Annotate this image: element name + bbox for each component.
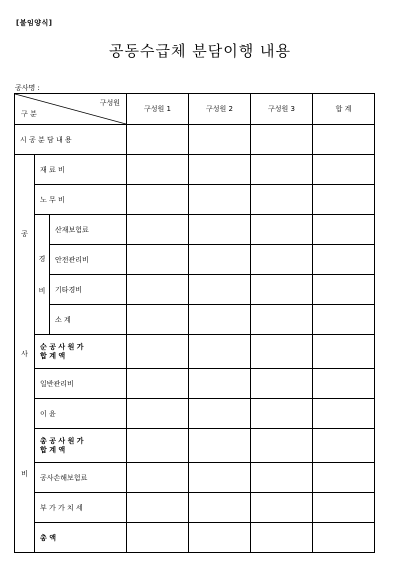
row-label-labor: 노 무 비 [35, 185, 127, 215]
table-cell[interactable] [189, 369, 251, 399]
table-cell[interactable] [251, 185, 313, 215]
table-cell[interactable] [127, 369, 189, 399]
diag-top-label: 구성원 [99, 99, 121, 107]
page-title: 공동수급체 분담이행 내용 [109, 42, 291, 60]
diagonal-header-cell [15, 94, 127, 125]
table-cell[interactable] [127, 275, 189, 305]
form-tag: [붙임양식] [16, 19, 53, 27]
table-cell[interactable] [251, 275, 313, 305]
table-cell[interactable] [189, 399, 251, 429]
table-cell[interactable] [251, 305, 313, 335]
col-header-member-1: 구성원 1 [127, 94, 189, 125]
table-cell[interactable] [127, 429, 189, 463]
net-cost-line-1: 순 공 사 원 가 [40, 342, 84, 351]
table-row [15, 335, 375, 369]
table-cell[interactable] [189, 429, 251, 463]
table-cell[interactable] [313, 125, 375, 155]
table-cell[interactable] [189, 463, 251, 493]
table-cell[interactable] [189, 125, 251, 155]
table-cell[interactable] [313, 215, 375, 245]
table-cell[interactable] [251, 463, 313, 493]
table-cell[interactable] [313, 185, 375, 215]
table-cell[interactable] [189, 335, 251, 369]
table-row [15, 275, 375, 305]
row-label-total-construction-cost [35, 429, 127, 463]
row-label-grand-total: 총 액 [35, 523, 127, 553]
table-row [15, 523, 375, 553]
table-row [15, 399, 375, 429]
table-cell[interactable] [313, 369, 375, 399]
table-cell[interactable] [127, 335, 189, 369]
table-cell[interactable] [127, 399, 189, 429]
table-cell[interactable] [189, 245, 251, 275]
table-cell[interactable] [251, 493, 313, 523]
table-cell[interactable] [313, 245, 375, 275]
table-cell[interactable] [251, 215, 313, 245]
total-cost-line-2: 합 계 액 [40, 445, 66, 454]
table-cell[interactable] [189, 305, 251, 335]
sub-group-label-expense [35, 215, 50, 335]
table-cell[interactable] [313, 305, 375, 335]
table-row [15, 369, 375, 399]
diag-bottom-label: 구 분 [21, 110, 37, 118]
table-cell[interactable] [251, 125, 313, 155]
net-cost-line-2: 합 계 액 [40, 351, 66, 360]
row-label-profit: 이 윤 [35, 399, 127, 429]
table-cell[interactable] [251, 523, 313, 553]
table-cell[interactable] [127, 463, 189, 493]
table-cell[interactable] [189, 275, 251, 305]
table-cell[interactable] [127, 125, 189, 155]
table-row [15, 185, 375, 215]
sub-group-label-char: 비 [38, 286, 46, 295]
col-header-member-2: 구성원 2 [189, 94, 251, 125]
table-cell[interactable] [251, 399, 313, 429]
group-label-char: 공 [21, 229, 28, 238]
table-cell[interactable] [127, 215, 189, 245]
total-cost-line-1: 총 공 사 원 가 [40, 436, 84, 445]
row-label-safety-management: 안전관리비 [50, 245, 127, 275]
sub-group-label-char: 경 [38, 254, 46, 263]
table-cell[interactable] [251, 245, 313, 275]
table-cell[interactable] [251, 429, 313, 463]
table-cell[interactable] [189, 155, 251, 185]
table-cell[interactable] [251, 369, 313, 399]
row-label-other-expense: 기타경비 [50, 275, 127, 305]
table-row [15, 155, 375, 185]
row-label-net-construction-cost [35, 335, 127, 369]
table-cell[interactable] [313, 493, 375, 523]
table-cell[interactable] [127, 185, 189, 215]
group-label-char: 사 [21, 349, 28, 358]
table-cell[interactable] [313, 429, 375, 463]
table-row [15, 305, 375, 335]
table-row [15, 125, 375, 155]
row-label-damage-insurance: 공사손해보험료 [35, 463, 127, 493]
row-label-site-share: 시 공 분 담 내 용 [15, 125, 127, 155]
table-cell[interactable] [313, 275, 375, 305]
table-cell[interactable] [251, 155, 313, 185]
row-label-industrial-insurance: 산재보험료 [50, 215, 127, 245]
row-label-material: 재 료 비 [35, 155, 127, 185]
row-label-vat: 부 가 가 치 세 [35, 493, 127, 523]
col-header-member-3: 구성원 3 [251, 94, 313, 125]
table-cell[interactable] [251, 335, 313, 369]
table-cell[interactable] [127, 305, 189, 335]
table-cell[interactable] [313, 399, 375, 429]
table-row [15, 493, 375, 523]
table-row [15, 463, 375, 493]
table-cell[interactable] [127, 245, 189, 275]
table-cell[interactable] [127, 155, 189, 185]
table-row [15, 215, 375, 245]
share-table [14, 93, 375, 553]
group-label-construction-cost [15, 155, 35, 553]
table-row [15, 429, 375, 463]
table-cell[interactable] [313, 523, 375, 553]
table-cell[interactable] [313, 463, 375, 493]
table-cell[interactable] [189, 523, 251, 553]
table-cell[interactable] [189, 493, 251, 523]
row-label-subtotal: 소 계 [50, 305, 127, 335]
group-label-char: 비 [21, 469, 28, 478]
table-cell[interactable] [127, 493, 189, 523]
table-cell[interactable] [313, 335, 375, 369]
header-row [15, 94, 375, 125]
table-cell[interactable] [127, 523, 189, 553]
table-cell[interactable] [189, 215, 251, 245]
site-name-label: 공사명 : [15, 84, 40, 92]
row-label-general-management: 일반관리비 [35, 369, 127, 399]
col-header-total: 합 계 [313, 94, 375, 125]
table-cell[interactable] [313, 155, 375, 185]
table-row [15, 245, 375, 275]
table-cell[interactable] [189, 185, 251, 215]
